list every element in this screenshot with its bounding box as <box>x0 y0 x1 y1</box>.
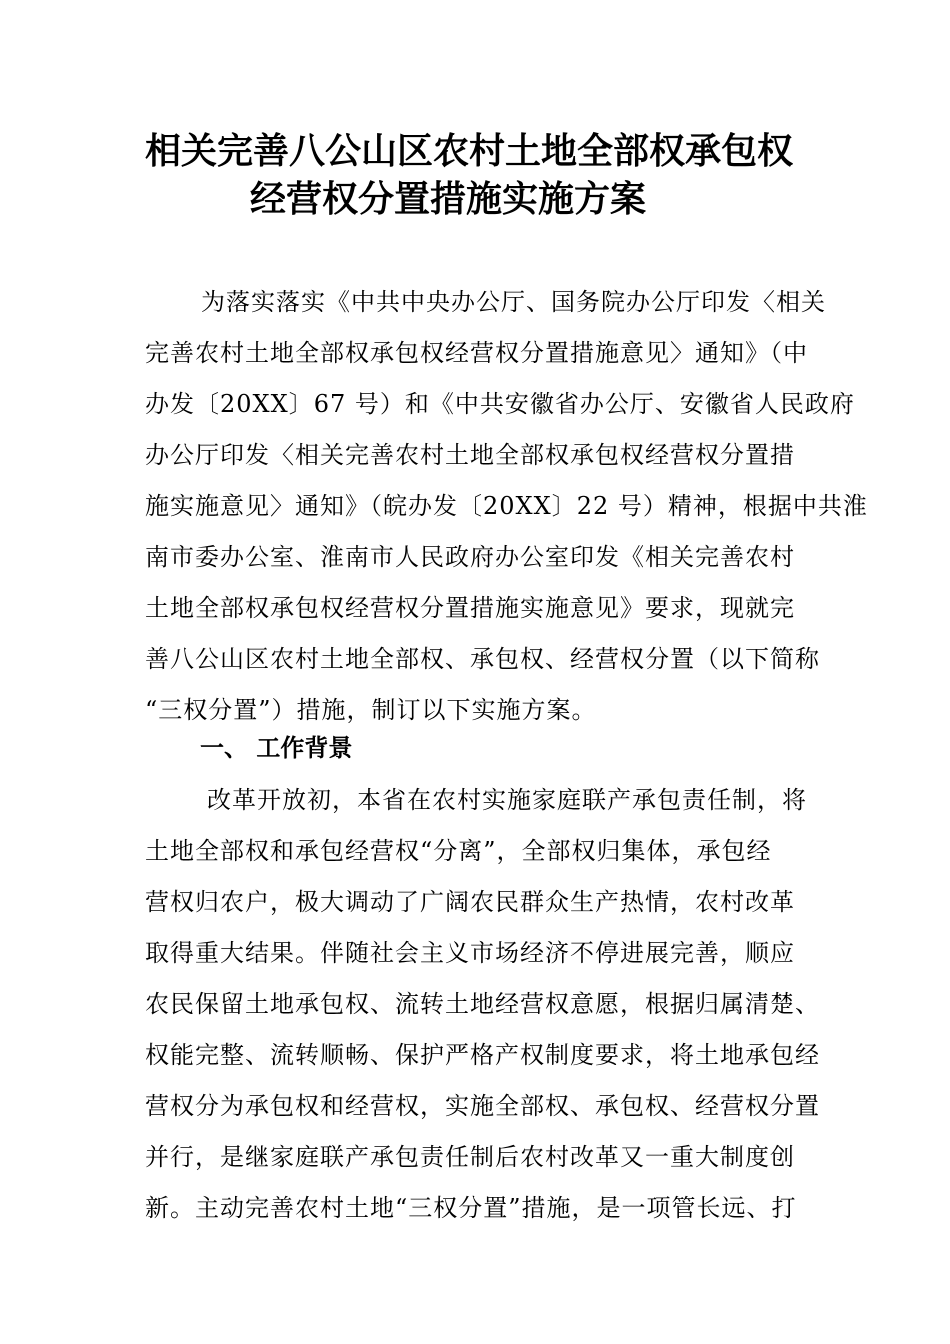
body-line: 土地全部权和承包经营权“分离”，全部权归集体，承包经 <box>145 837 772 865</box>
intro-line: 土地全部权承包权经营权分置措施实施意见》要求，现就完 <box>145 594 795 622</box>
intro-line: 办公厅印发〈相关完善农村土地全部权承包权经营权分置措 <box>145 441 795 469</box>
intro-line: 施实施意见〉通知》（皖办发〔20XX〕22 号）精神，根据中共淮 <box>145 492 868 520</box>
body-line: 权能完整、流转顺畅、保护严格产权制度要求，将土地承包经 <box>145 1041 820 1069</box>
intro-line: 完善农村土地全部权承包权经营权分置措施意见〉通知》（中 <box>145 339 808 367</box>
body-line: 改革开放初，本省在农村实施家庭联产承包责任制，将 <box>207 786 807 814</box>
body-line: 并行，是继家庭联产承包责任制后农村改革又一重大制度创 <box>145 1143 795 1171</box>
intro-line: “三权分置”）措施，制订以下实施方案。 <box>145 696 597 724</box>
intro-line: 办发〔20XX〕67 号）和《中共安徽省办公厅、安徽省人民政府 <box>145 390 855 418</box>
intro-line: 为落实落实《中共中央办公厅、国务院办公厅印发〈相关 <box>201 288 826 316</box>
body-line: 营权分为承包权和经营权，实施全部权、承包权、经营权分置 <box>145 1092 820 1120</box>
body-line: 新。主动完善农村土地“三权分置”措施，是一项管长远、打 <box>145 1194 797 1222</box>
body-line: 农民保留土地承包权、流转土地经营权意愿，根据归属清楚、 <box>145 990 820 1018</box>
intro-line: 南市委办公室、淮南市人民政府办公室印发《相关完善农村 <box>145 543 795 571</box>
intro-line: 善八公山区农村土地全部权、承包权、经营权分置（以下简称 <box>145 645 820 673</box>
body-line: 营权归农户，极大调动了广阔农民群众生产热情，农村改革 <box>145 888 795 916</box>
document-title-line-1: 相关完善八公山区农村土地全部权承包权 <box>145 131 794 172</box>
section-heading: 一、 工作背景 <box>200 734 353 762</box>
body-line: 取得重大结果。伴随社会主义市场经济不停进展完善，顺应 <box>145 939 795 967</box>
intro-paragraph <box>145 282 868 724</box>
document-title-line-2: 经营权分置措施实施方案 <box>250 179 647 220</box>
background-paragraph <box>145 780 820 1240</box>
